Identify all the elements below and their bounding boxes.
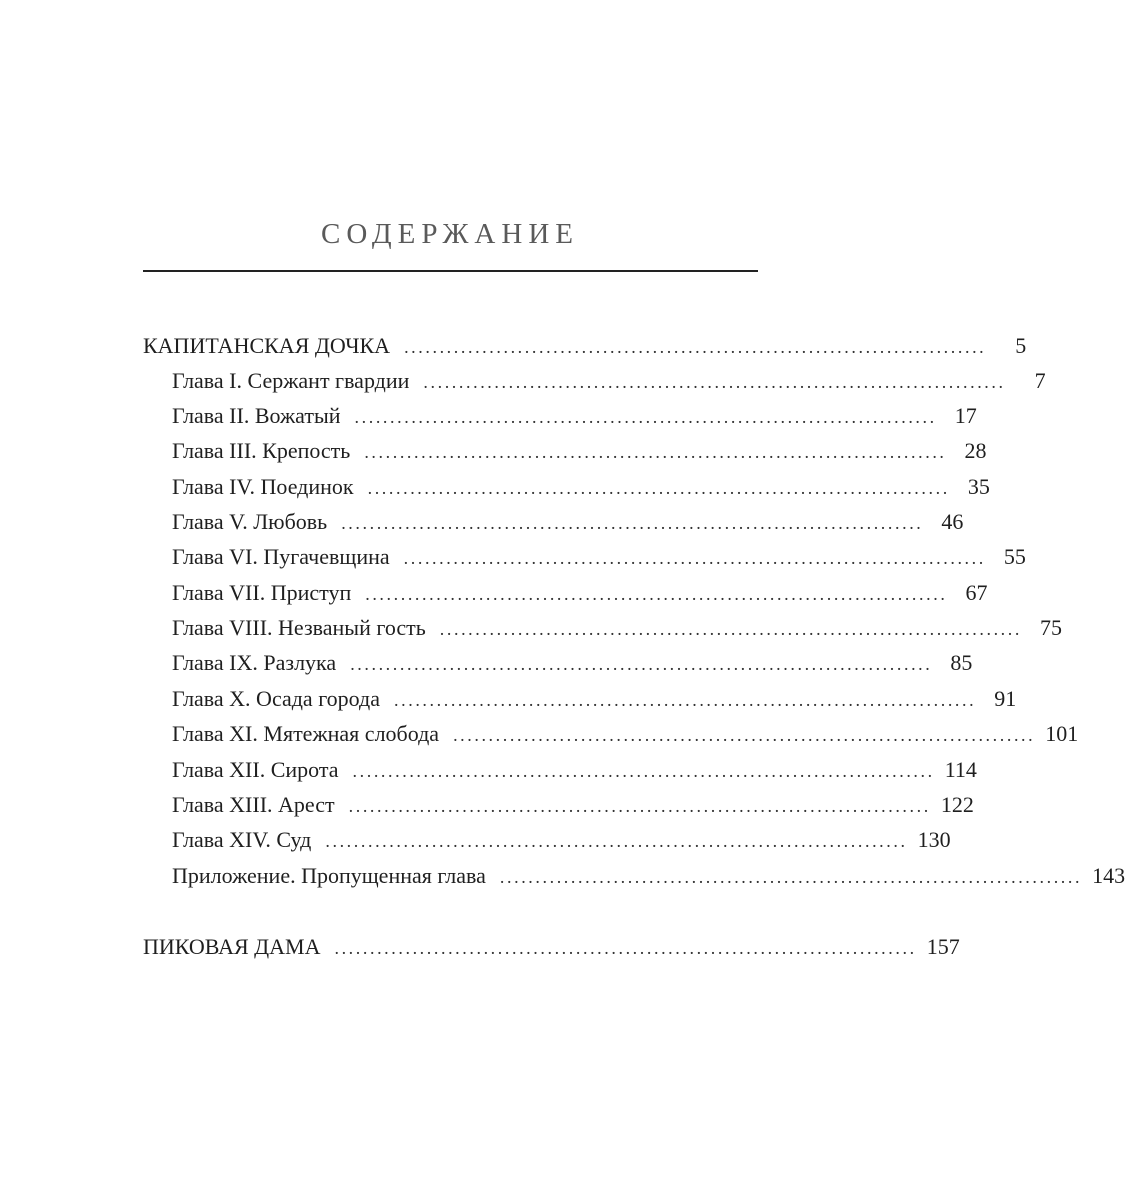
entry-title: Приложение. Пропущенная глава [172,863,486,888]
toc-entry-chapter[interactable] [143,716,1079,752]
toc-entry-chapter[interactable] [143,645,973,681]
entry-title: Глава VII. Приступ [172,580,352,605]
toc-entry-chapter[interactable] [143,610,1062,646]
entry-title: Глава XIV. Суд [172,827,312,852]
entry-title: Глава V. Любовь [172,509,328,534]
toc-entry-chapter[interactable] [143,539,1026,575]
dot-leader: .................................................................................. [354,407,937,427]
entry-title: Глава IV. Поединок [172,474,354,499]
entry-title: ПИКОВАЯ ДАМА [143,934,321,959]
page-title: СОДЕРЖАНИЕ [321,218,579,250]
dot-leader: .................................................................................. [350,654,933,674]
entry-title: Глава X. Осада города [172,686,381,711]
toc-entry-chapter[interactable] [143,433,987,469]
toc-entry-chapter[interactable] [143,504,964,540]
page-number: 114 [944,757,977,782]
entry-title: Глава II. Вожатый [172,403,341,428]
entry-title: Глава IX. Разлука [172,650,337,675]
page-number: 17 [954,403,977,428]
dot-leader: .................................................................................. [352,761,935,781]
page-number: 75 [1039,615,1062,640]
toc-entry-chapter[interactable] [143,363,1046,399]
toc-entry-part[interactable] [143,929,960,965]
dot-leader: .................................................................................. [404,337,987,357]
toc-entry-chapter[interactable] [143,822,951,858]
toc-entry-chapter[interactable] [143,787,974,823]
page-number: 55 [1003,544,1026,569]
page-number: 91 [994,686,1017,711]
dot-leader: .................................................................................. [364,442,947,462]
dot-leader: .................................................................................. [325,831,908,851]
table-of-contents [143,0,1125,1200]
toc-entry-chapter[interactable] [143,398,977,434]
dot-leader: .................................................................................. [453,725,1036,745]
dot-leader: .................................................................................. [348,796,931,816]
dot-leader: .................................................................................. [334,938,917,958]
dot-leader: .................................................................................. [367,478,950,498]
page-number: 46 [941,509,964,534]
entry-title: КАПИТАНСКАЯ ДОЧКА [143,333,391,358]
dot-leader: .................................................................................. [499,867,1083,887]
toc-entry-chapter[interactable] [143,575,988,611]
toc-entry-chapter[interactable] [143,469,990,505]
page-number: 101 [1045,721,1079,746]
dot-leader: .................................................................................. [394,690,977,710]
dot-leader: .................................................................................. [403,548,986,568]
page-number: 7 [1034,368,1046,393]
page-number: 122 [940,792,974,817]
entry-title: Глава XI. Мятежная слобода [172,721,440,746]
toc-entry-appendix[interactable] [143,858,1125,894]
entry-title: Глава I. Сержант гвардии [172,368,410,393]
page-number: 85 [950,650,973,675]
entry-title: Глава XIII. Арест [172,792,335,817]
dot-leader: .................................................................................. [439,619,1022,639]
page-number: 35 [967,474,990,499]
dot-leader: .................................................................................. [341,513,924,533]
toc-entry-chapter[interactable] [143,681,1017,717]
page-number: 67 [965,580,988,605]
dot-leader: .................................................................................. [423,372,1006,392]
page-number: 157 [926,934,960,959]
page-number: 28 [964,438,987,463]
dot-leader: .................................................................................. [365,584,948,604]
toc-entry-part[interactable] [143,328,1027,364]
page-number: 143 [1092,863,1125,888]
entry-title: Глава VI. Пугачевщина [172,544,390,569]
entry-title: Глава III. Крепость [172,438,351,463]
page-number: 130 [917,827,951,852]
entry-title: Глава VIII. Незваный гость [172,615,426,640]
entry-title: Глава XII. Сирота [172,757,339,782]
toc-entry-chapter[interactable] [143,752,977,788]
page-number: 5 [1015,333,1027,358]
